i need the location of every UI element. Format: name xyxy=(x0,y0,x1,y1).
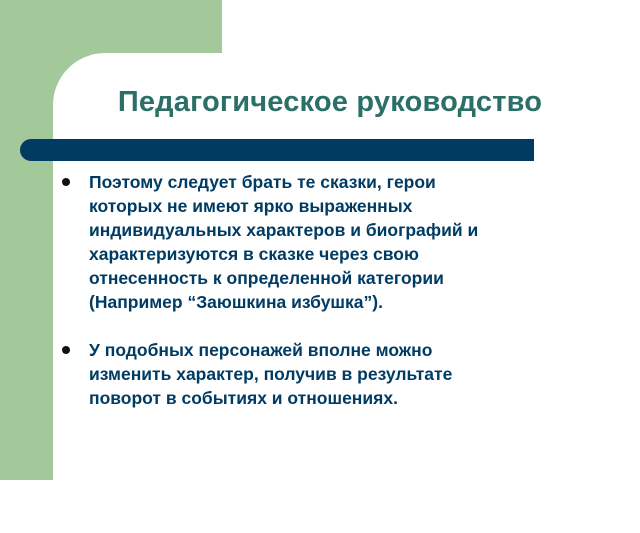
bullet-text-line: (Например “Заюшкина избушка”). xyxy=(89,292,383,312)
bullet-list xyxy=(62,170,582,410)
bullet-dot-icon xyxy=(62,346,70,354)
title-underline-bar xyxy=(20,139,534,161)
bullet-text-line: поворот в событиях и отношениях. xyxy=(89,388,398,408)
bullet-text-line: Поэтому следует брать те сказки, герои xyxy=(89,172,436,192)
bullet-item xyxy=(62,338,582,410)
bullet-item xyxy=(62,170,582,314)
slide-title: Педагогическое руководство xyxy=(117,86,543,118)
bullet-text-line: отнесенность к определенной категории xyxy=(89,268,444,288)
bullet-text-line: которых не имеют ярко выраженных xyxy=(89,196,413,216)
bullet-text-line: характеризуются в сказке через свою xyxy=(89,244,419,264)
bullet-text-line: изменить характер, получив в результате xyxy=(89,364,453,384)
bullet-dot-icon xyxy=(62,178,70,186)
bullet-text-line: индивидуальных характеров и биографий и xyxy=(89,220,479,240)
bullet-text-line: У подобных персонажей вполне можно xyxy=(89,340,433,360)
